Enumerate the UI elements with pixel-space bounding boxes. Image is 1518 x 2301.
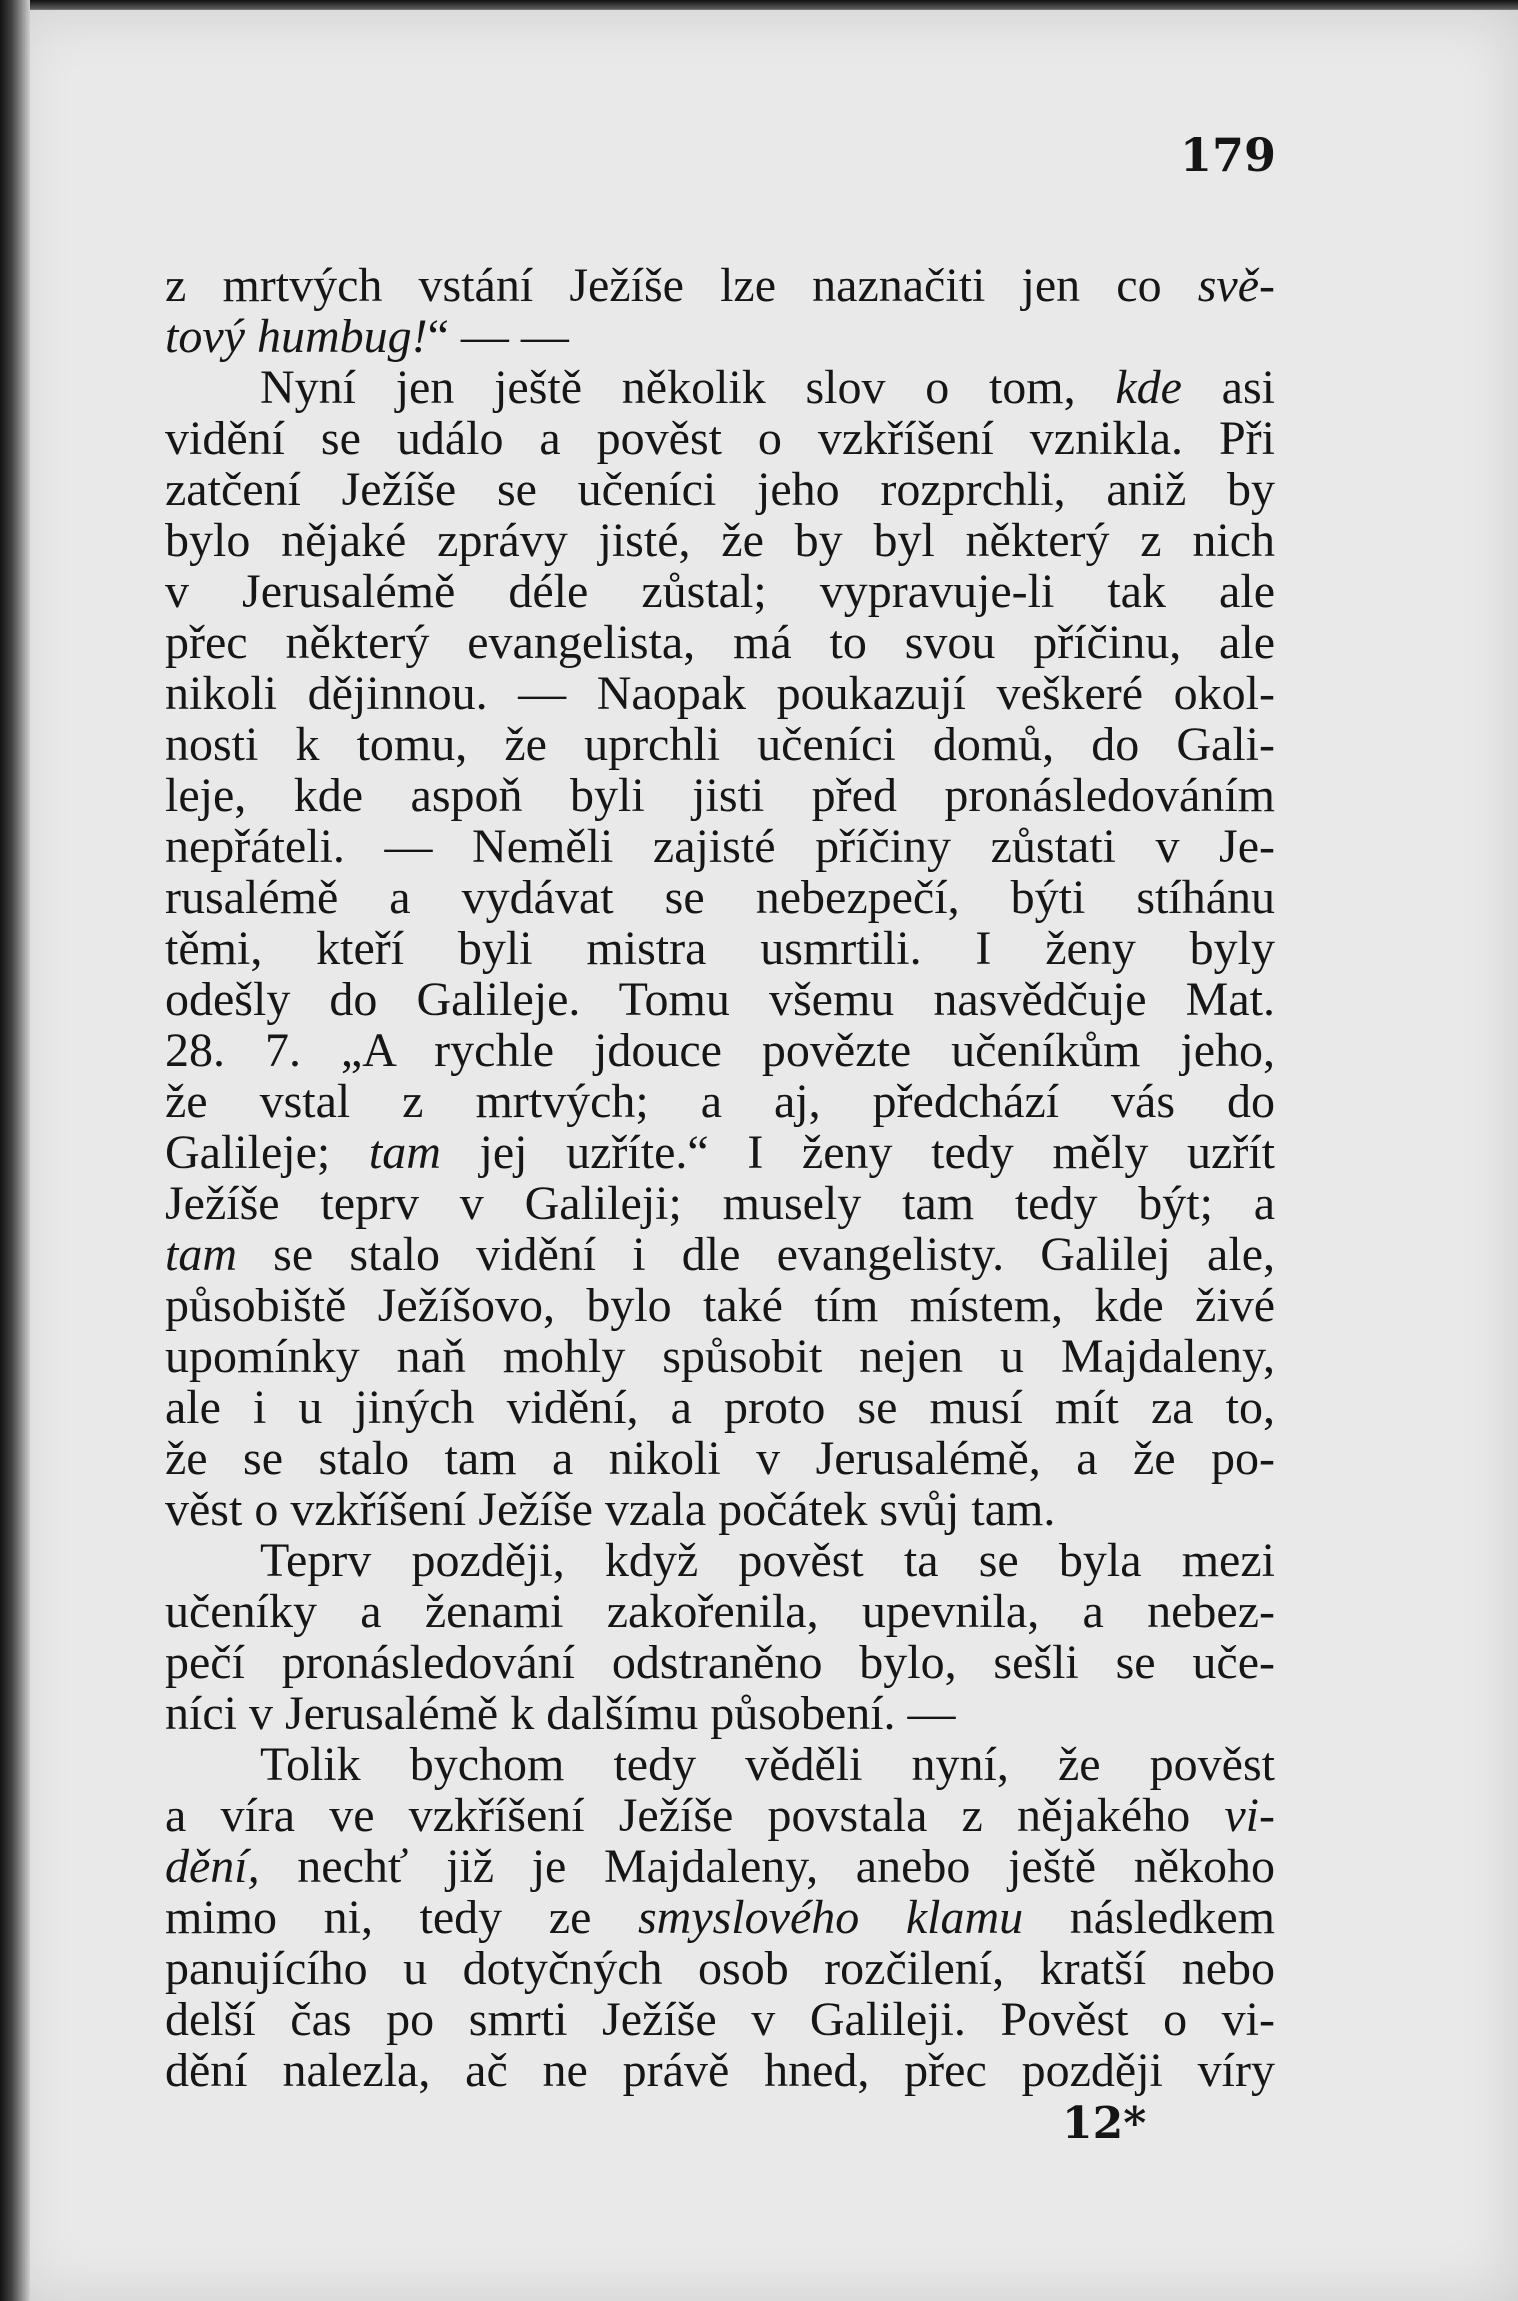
text-line (165, 1331, 1275, 1382)
text-line (165, 872, 1275, 923)
line-text: leje, kde aspoň byli jisti před pronásledováním (165, 769, 1275, 822)
line-text: těmi, kteří byli mistra usmrtili. I ženy byly (165, 922, 1275, 975)
text-line (165, 1229, 1275, 1280)
text-line (165, 1076, 1275, 1127)
line-text: rusalémě a vydávat se nebezpečí, býti stíhánu (165, 871, 1275, 924)
text-line (165, 821, 1275, 872)
text-line (165, 1382, 1275, 1433)
text-line (165, 1943, 1275, 1994)
line-text-tail: se stalo vidění i dle evangelisty. Galilej ale, (237, 1228, 1275, 1281)
line-text: delší čas po smrti Ježíše v Galileji. Pověst o vi- (165, 1993, 1275, 2046)
text-line (165, 515, 1275, 566)
line-text: a víra ve vzkříšení Ježíše povstala z nějakého (165, 1789, 1225, 1842)
text-line (165, 566, 1275, 617)
line-text-tail: jej uzříte.“ I ženy tedy měly uzřít (440, 1126, 1275, 1179)
text-line (165, 974, 1275, 1025)
line-text: z mrtvých vstání Ježíše lze naznačiti jen co (165, 259, 1198, 312)
line-text: nepřáteli. — Neměli zajisté příčiny zůstati v Je- (165, 820, 1275, 873)
text-line (165, 1739, 1275, 1790)
text-line (165, 923, 1275, 974)
line-text: dění nalezla, ač ne právě hned, přec později víry (165, 2044, 1275, 2097)
line-text-tail: nechť již je Majdaleny, anebo ještě někoho (259, 1840, 1275, 1893)
text-line (165, 1025, 1275, 1076)
line-italic-text: tam (368, 1126, 441, 1179)
text-line (165, 617, 1275, 668)
text-line (165, 1178, 1275, 1229)
line-text: Ježíše teprv v Galileji; musely tam tedy být; a (165, 1177, 1275, 1230)
line-text: že se stalo tam a nikoli v Jerusalémě, a že po- (165, 1432, 1275, 1485)
line-italic-text: vi- (1224, 1789, 1275, 1842)
line-text: vidění se událo a pověst o vzkříšení vznikla. Při (165, 412, 1275, 465)
page-number: 179 (1179, 128, 1276, 182)
line-text-tail: asi (1181, 361, 1275, 414)
text-line (165, 1433, 1275, 1484)
line-text: nosti k tomu, že uprchli učeníci domů, do Gali- (165, 718, 1275, 771)
line-text: nikoli dějinnou. — Naopak poukazují veškeré okol- (165, 667, 1275, 720)
line-text: upomínky naň mohly spůsobit nejen u Majdaleny, (165, 1330, 1275, 1383)
line-text: bylo nějaké zprávy jisté, že by byl některý z nich (165, 514, 1275, 567)
text-line (165, 1790, 1275, 1841)
text-line (165, 311, 1275, 362)
text-line (165, 668, 1275, 719)
line-text: Nyní jen ještě několik slov o tom, (260, 361, 1116, 414)
text-line (165, 1994, 1275, 2045)
line-italic-text: dění, (165, 1840, 260, 1893)
line-text: věst o vzkříšení Ježíše vzala počátek svůj tam. (165, 1483, 1056, 1536)
line-italic-text: tový humbug! (165, 310, 428, 363)
text-line (165, 1535, 1275, 1586)
line-text: že vstal z mrtvých; a aj, předchází vás do (165, 1075, 1275, 1128)
text-line (165, 413, 1275, 464)
line-text: působiště Ježíšovo, bylo také tím místem, kde živé (165, 1279, 1275, 1332)
line-text: v Jerusalémě déle zůstal; vypravuje-li tak ale (165, 565, 1275, 618)
line-italic-text: smyslového klamu (637, 1891, 1024, 1944)
line-text: zatčení Ježíše se učeníci jeho rozprchli, aniž by (165, 463, 1275, 516)
line-text-tail: “ — — (427, 310, 569, 363)
line-text-tail: následkem (1023, 1891, 1275, 1944)
line-text: panujícího u dotyčných osob rozčilení, kratší nebo (165, 1942, 1275, 1995)
line-text: Galileje; (165, 1126, 369, 1179)
text-line (165, 1586, 1275, 1637)
text-line (165, 464, 1275, 515)
body-text (165, 260, 1275, 2096)
text-line (165, 1637, 1275, 1688)
line-italic-text: kde (1115, 361, 1182, 414)
line-text: Teprv později, když pověst ta se byla mezi (260, 1534, 1275, 1587)
text-line (165, 1484, 1275, 1535)
line-text: ale i u jiných vidění, a proto se musí mít za to, (165, 1381, 1275, 1434)
text-line (165, 1280, 1275, 1331)
text-line (165, 260, 1275, 311)
line-text: odešly do Galileje. Tomu všemu nasvědčuje Mat. (165, 973, 1275, 1026)
book-binding-edge (0, 0, 30, 2301)
line-text: mimo ni, tedy ze (165, 1891, 638, 1944)
line-text: Tolik bychom tedy věděli nyní, že pověst (260, 1738, 1275, 1791)
line-text: učeníky a ženami zakořenila, upevnila, a nebez- (165, 1585, 1275, 1638)
line-text: 28. 7. „A rychle jdouce povězte učeníkům jeho, (165, 1024, 1275, 1077)
text-line (165, 1892, 1275, 1943)
line-italic-text: tam (165, 1228, 237, 1281)
line-italic-text: svě- (1197, 259, 1275, 312)
text-line (165, 719, 1275, 770)
line-text: pečí pronásledování odstraněno bylo, sešli se uče- (165, 1636, 1275, 1689)
text-line (165, 1127, 1275, 1178)
signature-mark: 12* (1062, 2098, 1147, 2149)
text-line (165, 1688, 1275, 1739)
text-line (165, 2045, 1275, 2096)
line-text: přec některý evangelista, má to svou příčinu, ale (165, 616, 1275, 669)
text-line (165, 770, 1275, 821)
text-line (165, 362, 1275, 413)
line-text: níci v Jerusalémě k dalšímu působení. — (165, 1687, 956, 1740)
text-line (165, 1841, 1275, 1892)
